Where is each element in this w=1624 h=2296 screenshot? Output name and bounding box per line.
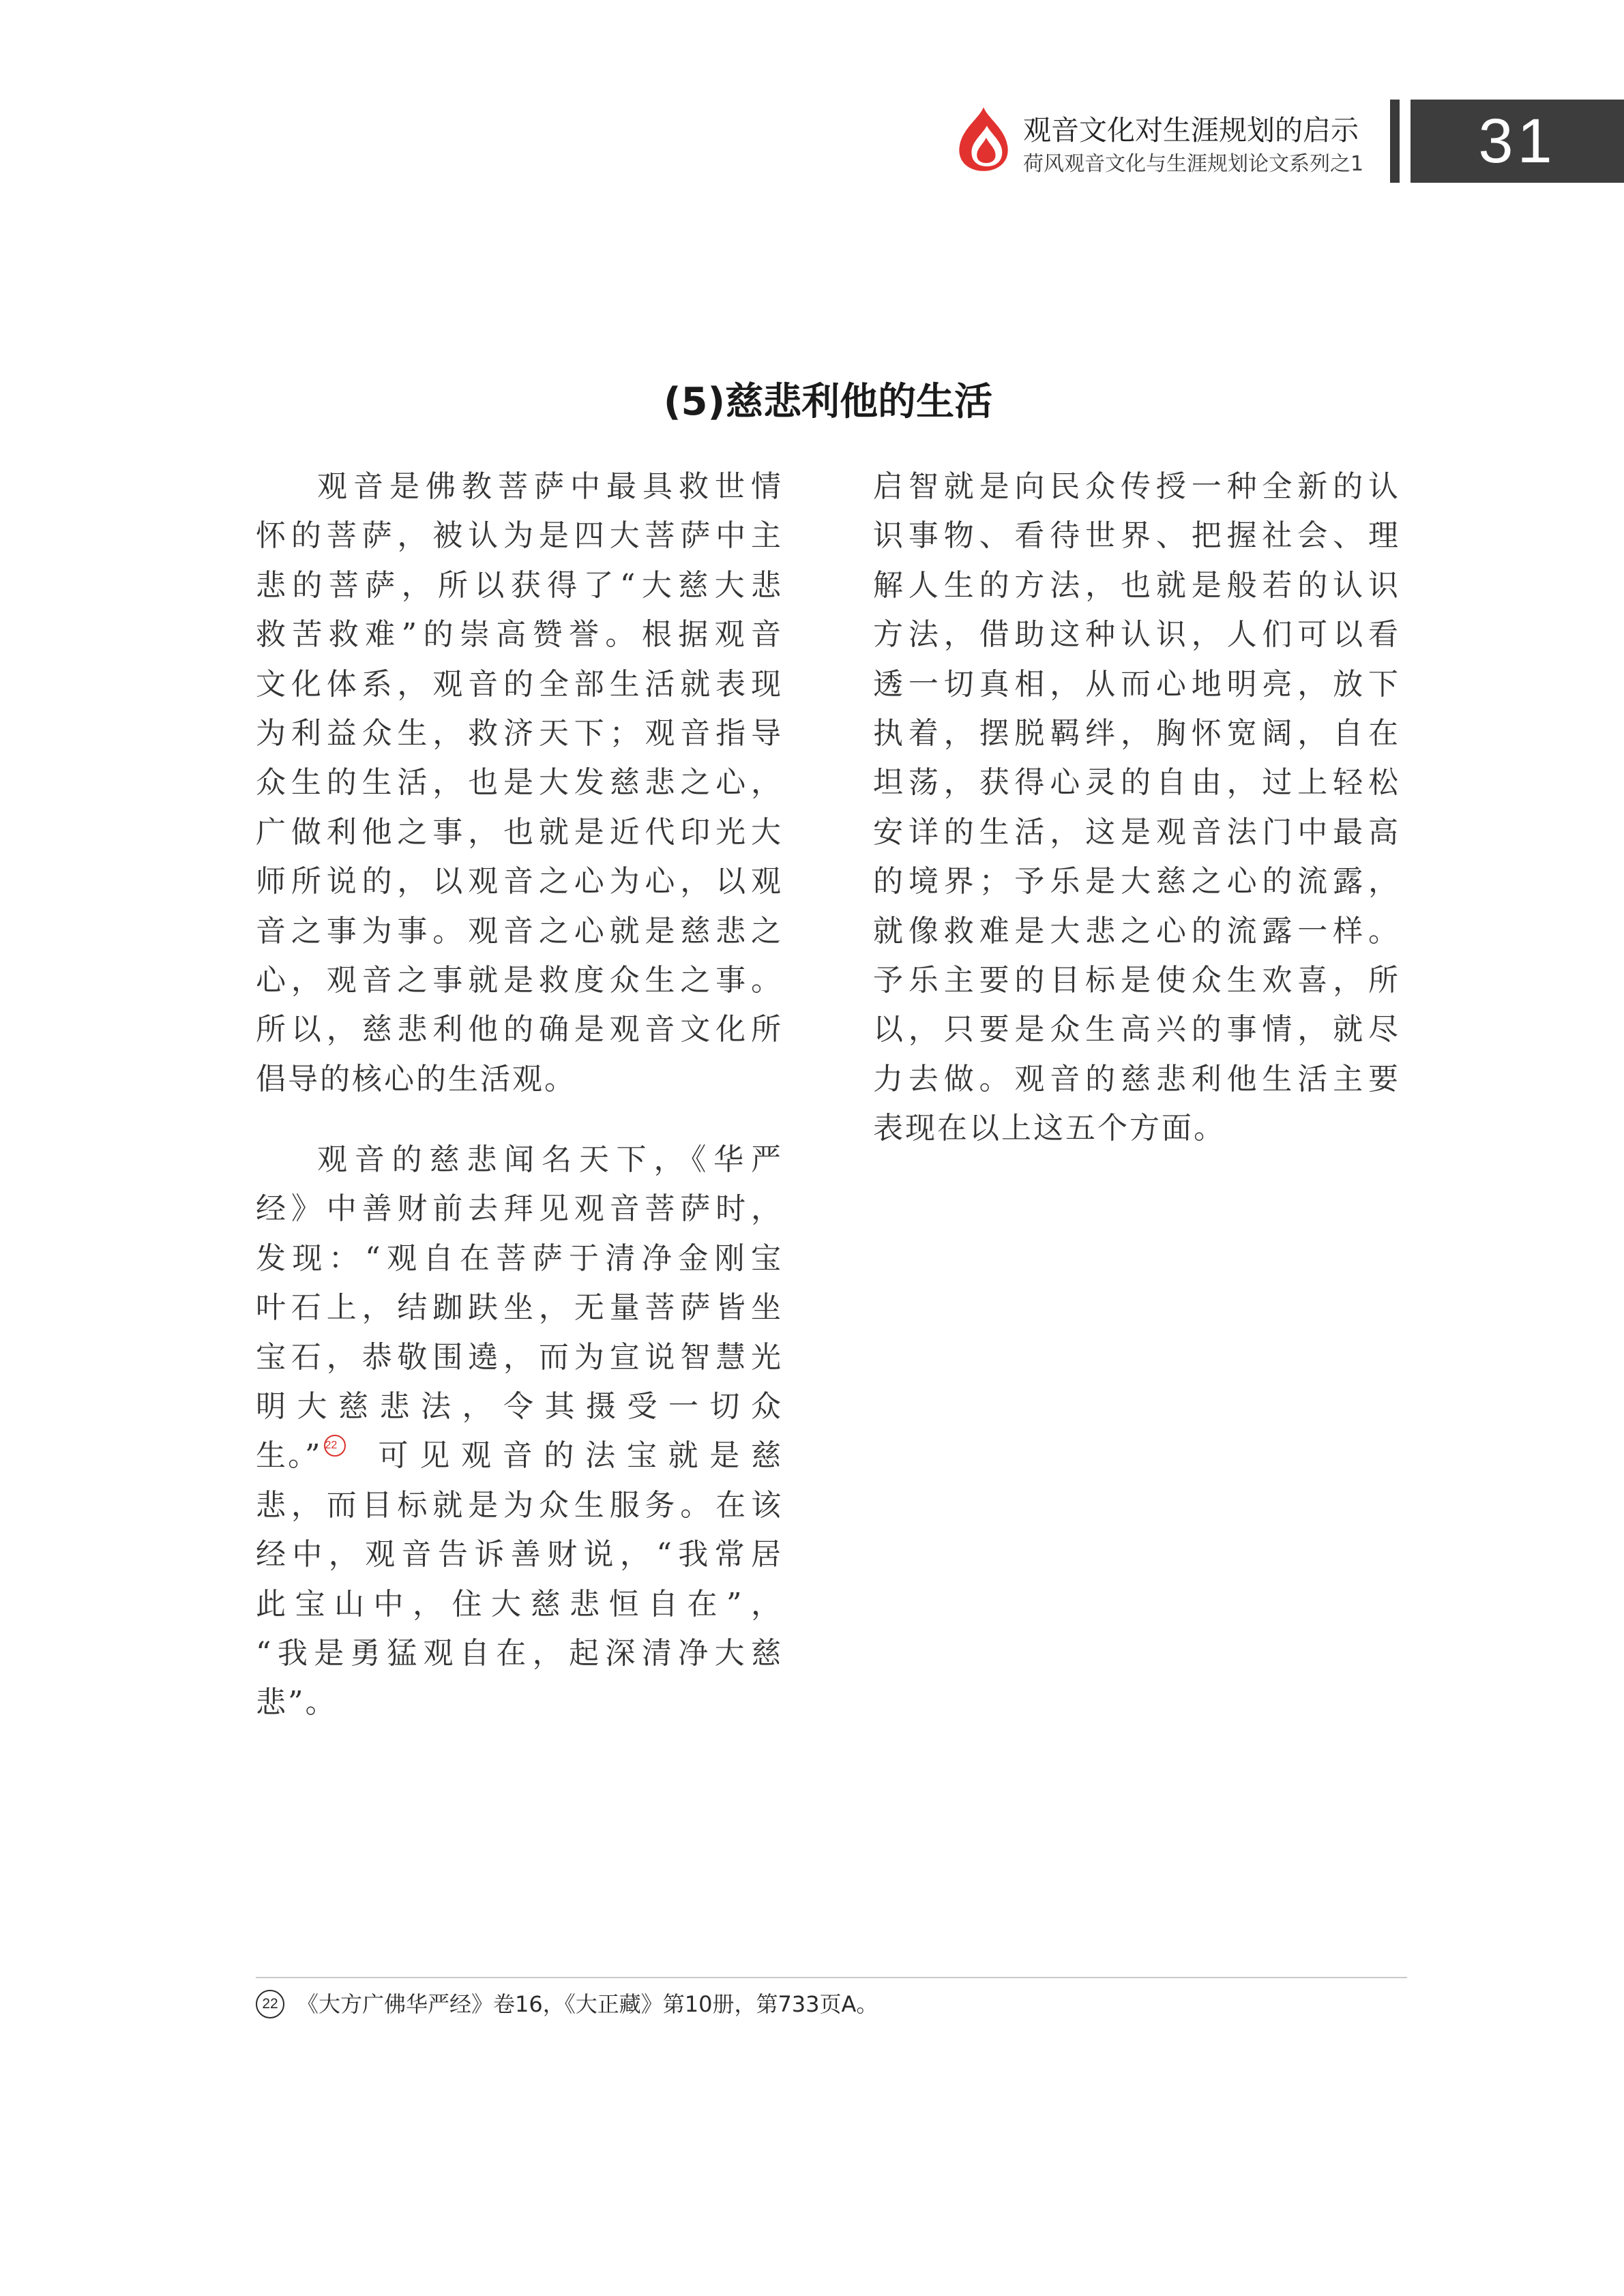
body-text-line: 众生的生活，也是大发慈悲之心， <box>256 765 783 801</box>
footnote-reference[interactable]: 22 <box>324 1435 346 1457</box>
body-text-line: 解人生的方法，也就是般若的认识 <box>873 567 1400 603</box>
body-text-line: 经》中善财前去拜见观音菩萨时， <box>256 1191 783 1227</box>
body-text-line: 倡导的核心的生活观。 <box>256 1061 576 1097</box>
body-text-line-with-footnote <box>256 1431 783 1480</box>
flame-logo-icon <box>957 106 1010 173</box>
body-text-line: 发现：“观自在菩萨于清净金刚宝 <box>256 1240 783 1276</box>
body-text-line: 经中，观音告诉善财说，“我常居 <box>256 1537 783 1572</box>
body-text-line: 方法，借助这种认识，人们可以看 <box>873 617 1400 653</box>
body-text-line: 叶石上，结跏趺坐，无量菩萨皆坐 <box>256 1290 783 1326</box>
footnote-text: 《大方广佛华严经》卷16，《大正藏》第10册，第733页A。 <box>297 1991 879 2017</box>
body-text-line: 以，只要是众生高兴的事情，就尽 <box>873 1012 1400 1047</box>
section-heading: (5)慈悲利他的生活 <box>663 380 993 424</box>
body-text-line: 观音的慈悲闻名天下，《华严 <box>317 1142 783 1178</box>
body-text-line: 表现在以上这五个方面。 <box>873 1111 1226 1146</box>
body-text-line: 透一切真相，从而心地明亮，放下 <box>873 666 1400 702</box>
paragraph <box>256 1135 783 1728</box>
body-text-line: 悲的菩萨，所以获得了“大慈大悲 <box>256 567 783 603</box>
body-text-line: “我是勇猛观自在，起深清净大慈 <box>256 1635 783 1671</box>
body-text-line: 识事物、看待世界、把握社会、理 <box>873 518 1400 554</box>
header-divider-bar <box>1390 100 1400 183</box>
footnote-marker: 22 <box>256 1990 284 2018</box>
body-text-line: 广做利他之事，也就是近代印光大 <box>256 814 783 850</box>
body-text-line: 为利益众生，救济天下；观音指导 <box>256 715 783 751</box>
left-column <box>256 462 783 1728</box>
body-text-line: 予乐主要的目标是使众生欢喜，所 <box>873 962 1400 998</box>
body-text-line: 所以，慈悲利他的确是观音文化所 <box>256 1012 783 1047</box>
body-text-line: 心，观音之事就是救度众生之事。 <box>256 962 783 998</box>
page-number: 31 <box>1411 100 1624 183</box>
body-text-line: 安详的生活，这是观音法门中最高 <box>873 814 1400 850</box>
body-text-line: 音之事为事。观音之心就是慈悲之 <box>256 913 783 949</box>
body-text-line: 此宝山中，住大慈悲恒自在”， <box>256 1586 783 1622</box>
header-subtitle: 荷风观音文化与生涯规划论文系列之1 <box>1023 152 1364 176</box>
body-text-line: 明大慈悲法，令其摄受一切众 <box>256 1389 783 1425</box>
text-segment: 生。” <box>256 1438 323 1474</box>
paragraph <box>873 462 1400 1153</box>
paragraph <box>256 462 783 1104</box>
body-text-line: 观音是佛教菩萨中最具救世情 <box>317 469 783 504</box>
body-text-line: 力去做。观音的慈悲利他生活主要 <box>873 1061 1400 1097</box>
body-text-line: 启智就是向民众传授一种全新的认 <box>873 469 1400 504</box>
footnote-separator <box>256 1977 1407 1978</box>
body-text-line: 悲”。 <box>256 1685 338 1720</box>
header-title: 观音文化对生涯规划的启示 <box>1023 114 1359 147</box>
body-text-line: 宝石，恭敬围遶，而为宣说智慧光 <box>256 1339 783 1375</box>
text-segment: 可见观音的法宝就是慈 <box>378 1438 783 1474</box>
body-text-line: 的境界；予乐是大慈之心的流露， <box>873 864 1400 899</box>
body-text-line: 文化体系，观音的全部生活就表现 <box>256 666 783 702</box>
body-text-line: 怀的菩萨，被认为是四大菩萨中主 <box>256 518 783 554</box>
body-text-line: 救苦救难”的崇高赞誉。根据观音 <box>256 617 783 653</box>
body-text-line: 悲，而目标就是为众生服务。在该 <box>256 1487 783 1523</box>
body-text-line: 执着，摆脱羁绊，胸怀宽阔，自在 <box>873 715 1400 751</box>
footnote <box>256 1988 878 2021</box>
body-text-line: 坦荡，获得心灵的自由，过上轻松 <box>873 765 1400 801</box>
body-text-line: 师所说的，以观音之心为心，以观 <box>256 864 783 899</box>
right-column <box>873 462 1400 1153</box>
body-text-line: 就像救难是大悲之心的流露一样。 <box>873 913 1400 949</box>
